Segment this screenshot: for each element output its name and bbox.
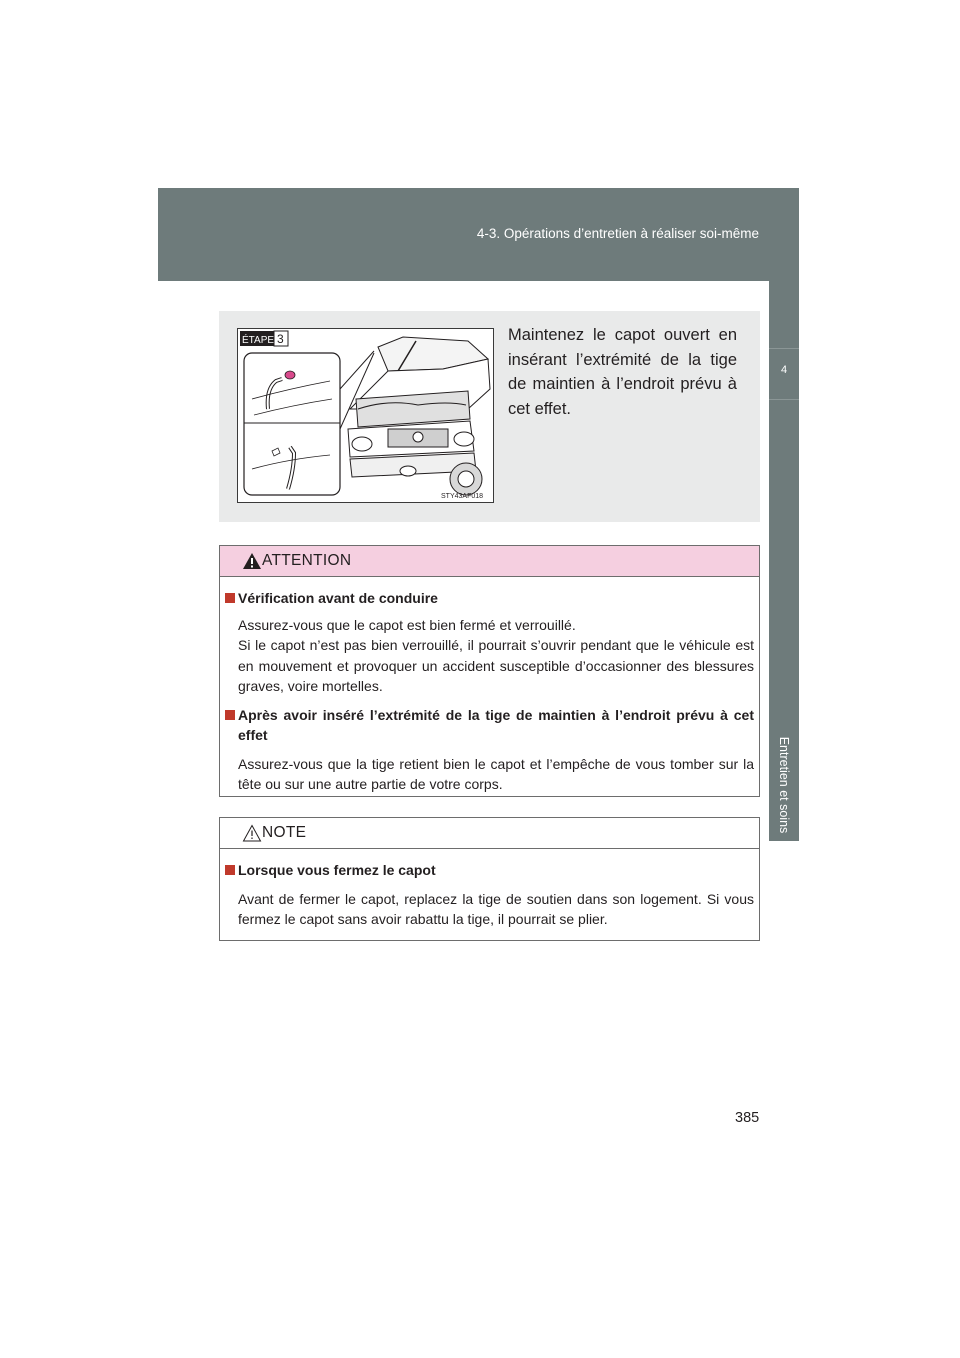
attention-header (220, 546, 759, 577)
attention-box (219, 545, 760, 797)
bullet-square-icon (225, 865, 235, 875)
step-panel (219, 311, 760, 522)
step-badge-label: ÉTAPE (242, 335, 275, 346)
hood-support-illustration (237, 328, 494, 503)
caution-outline-icon (242, 824, 262, 842)
note-item-title (220, 860, 754, 881)
step-instruction: Maintenez le capot ouvert en insérant l’extrémité de la tige de maintien à l’endroit prévu à cet effet. (508, 326, 737, 418)
attention-title: ATTENTION (262, 552, 352, 569)
step-number: 3 (277, 332, 284, 346)
note-body (220, 849, 759, 930)
attention-item-title (220, 705, 754, 746)
figure-code: STY43AF018 (441, 493, 484, 500)
chapter-number: 4 (780, 364, 788, 376)
attention-item-heading: Après avoir inséré l’extrémité de la tige de maintien à l’endroit prévu à cet effet (238, 706, 754, 743)
bullet-square-icon (225, 710, 235, 720)
attention-item-text: Si le capot n’est pas bien verrouillé, il pourrait s’ouvrir pendant que le véhicule est en mouvement et provoquer un accident susceptible d’occasionner des blessures graves, voire mortelles. (238, 637, 754, 694)
note-item-heading: Lorsque vous fermez le capot (238, 862, 436, 878)
section-title: 4-3. Opérations d’entretien à réaliser soi-même (476, 226, 759, 241)
attention-item-text: Assurez-vous que la tige retient bien le capot et l’empêche de vous tomber sur la tête ou sur une autre partie de votre corps. (238, 755, 754, 792)
section-header-band (158, 188, 799, 281)
note-header (220, 818, 759, 849)
note-title: NOTE (262, 824, 307, 841)
note-item-text: Avant de fermer le capot, replacez la tige de soutien dans son logement. Si vous fermez le capot sans avoir rabattu la tige, il pourrait se plier. (238, 890, 754, 927)
chapter-label: Entretien et soins (777, 736, 791, 834)
warning-triangle-icon (242, 552, 262, 570)
attention-item-text: Assurez-vous que le capot est bien fermé et verrouillé. (238, 616, 576, 633)
bullet-square-icon (225, 593, 235, 603)
page-number: 385 (735, 1110, 760, 1126)
attention-item-heading: Vérification avant de conduire (238, 590, 438, 606)
insert-point-marker (285, 371, 295, 379)
truck-drawing (348, 337, 490, 495)
note-box (219, 817, 760, 941)
hood-illustration-svg (238, 329, 493, 502)
attention-item-title (220, 588, 754, 609)
attention-body (220, 577, 759, 795)
